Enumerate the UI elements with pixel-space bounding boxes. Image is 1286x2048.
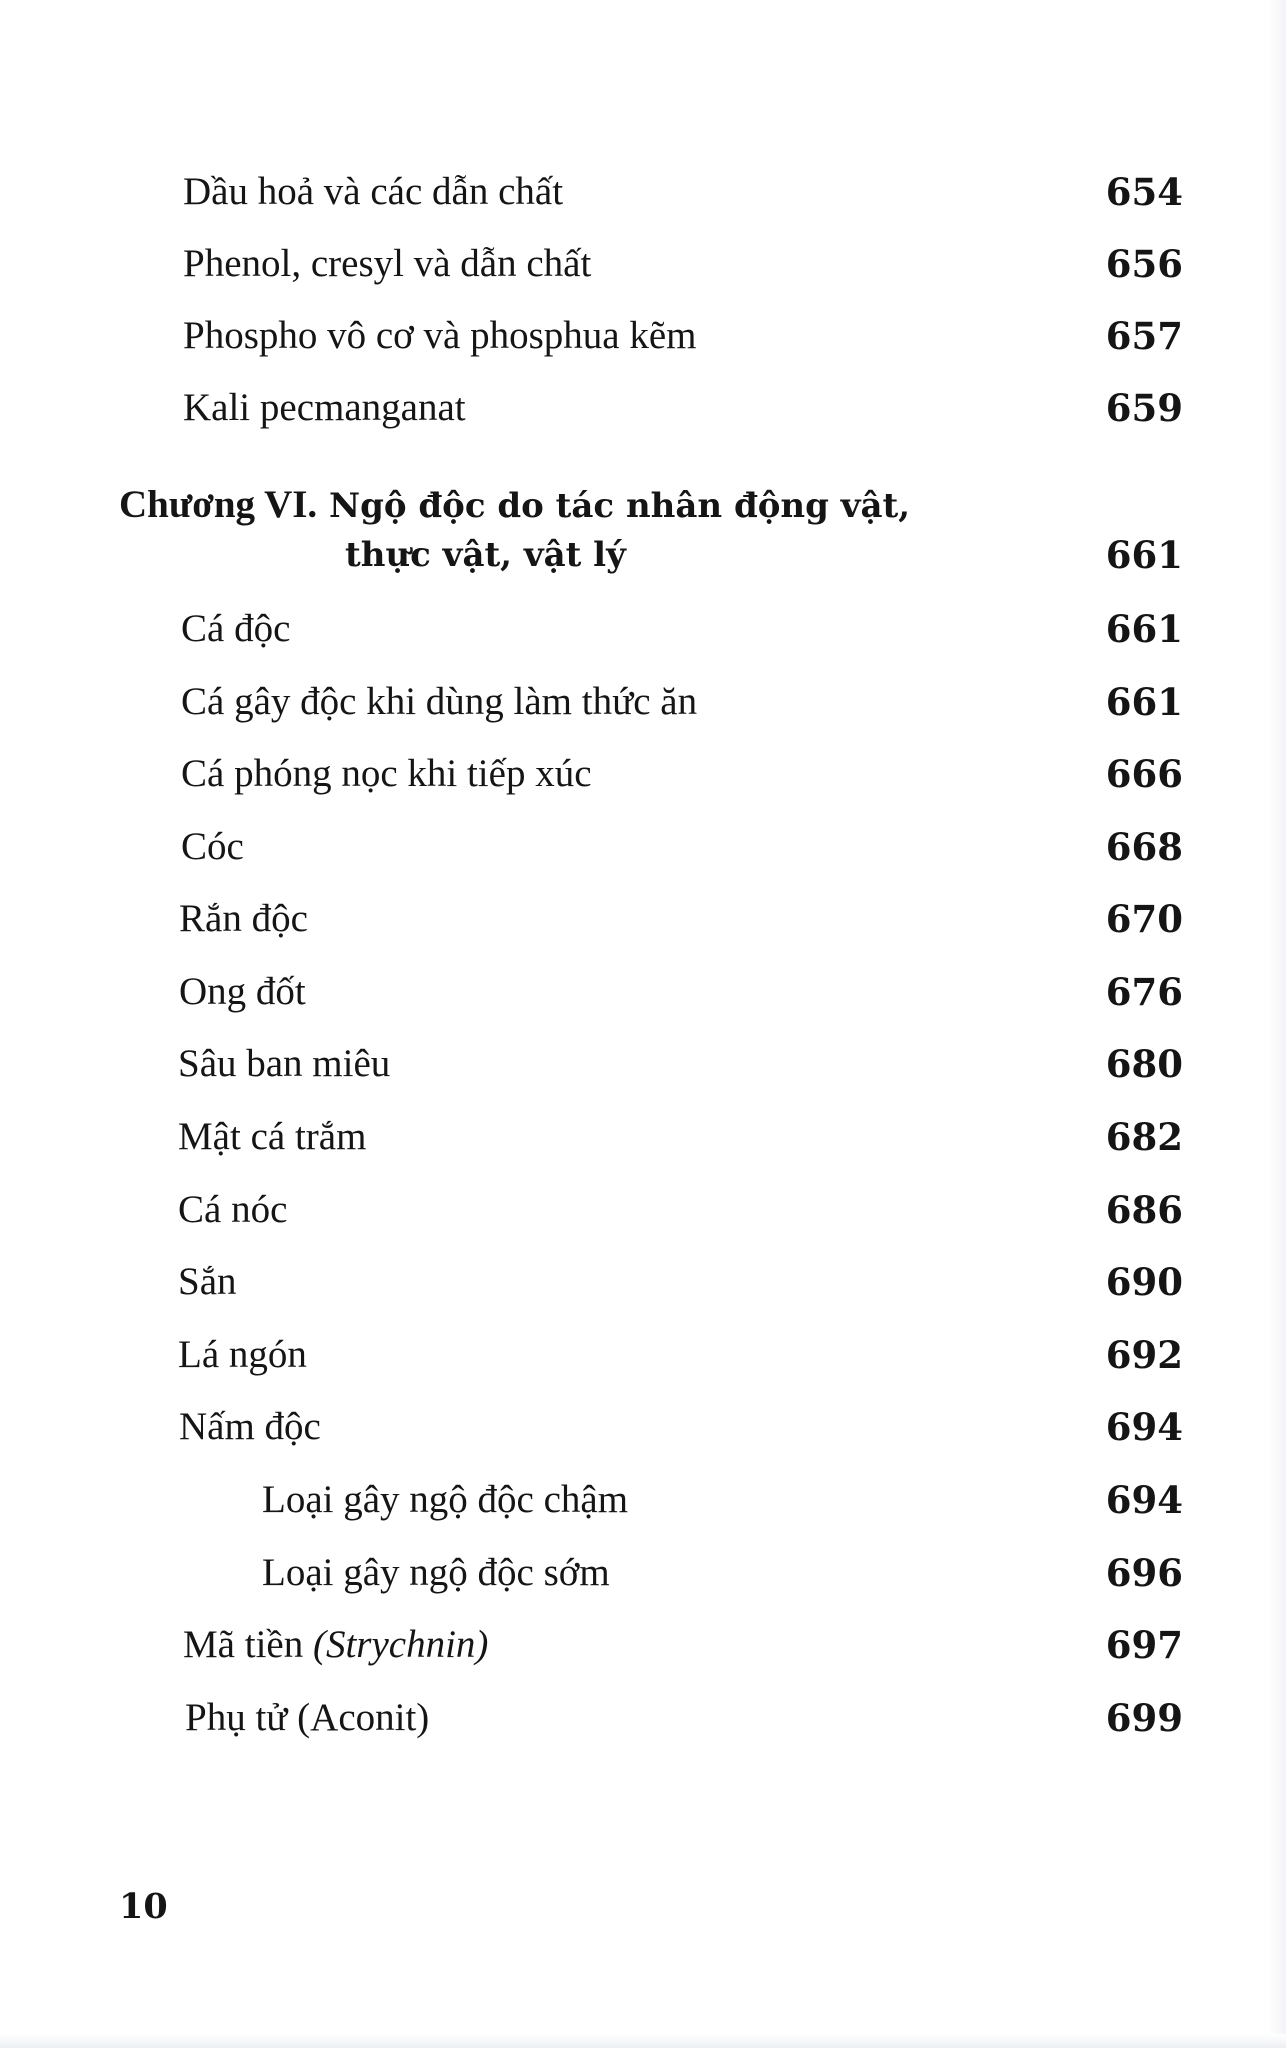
- toc-entry-title: [183, 1621, 488, 1669]
- toc-entry-page: 694: [1105, 1478, 1183, 1522]
- chapter-page: 661: [1105, 533, 1183, 577]
- toc-entry-page: 690: [1105, 1260, 1183, 1304]
- toc-entry-title: Phụ tử (Aconit): [185, 1696, 430, 1739]
- toc-entry-title: Cá nóc: [178, 1188, 288, 1231]
- toc-entry-page: 692: [1105, 1333, 1183, 1377]
- chapter-title-line2: thực vật, vật lý: [345, 535, 626, 575]
- toc-entry: [0, 312, 1286, 372]
- toc-entry-title: Cá độc: [181, 607, 291, 650]
- toc-entry-page: 661: [1105, 680, 1183, 724]
- toc-entry-title: Sắn: [178, 1260, 237, 1303]
- toc-entry-page: 696: [1105, 1551, 1183, 1595]
- toc-entry-title: Cóc: [181, 825, 244, 868]
- toc-entry: [0, 1258, 1286, 1318]
- toc-entry-page: 676: [1105, 970, 1183, 1014]
- toc-entry-page: 659: [1105, 386, 1183, 430]
- toc-subentry: [0, 1549, 1286, 1609]
- toc-entry-title: Mật cá trắm: [178, 1115, 367, 1158]
- toc-entry-title: Sâu ban miêu: [178, 1042, 391, 1085]
- toc-entry: [0, 384, 1286, 444]
- toc-entry: [0, 168, 1286, 228]
- toc-entry-title: Dầu hoả và các dẫn chất: [183, 170, 564, 213]
- toc-entry-title: Cá phóng nọc khi tiếp xúc: [181, 752, 592, 795]
- toc-entry: [0, 1113, 1286, 1173]
- toc-entry: [0, 1621, 1286, 1681]
- toc-entry-page: 670: [1105, 897, 1183, 941]
- toc-entry: [0, 895, 1286, 955]
- toc-entry: [0, 1331, 1286, 1391]
- toc-subentry-title: Loại gây ngộ độc sớm: [262, 1551, 610, 1594]
- page-bottom-shadow: [0, 2034, 1286, 2048]
- toc-entry-page: 699: [1105, 1696, 1183, 1740]
- chapter-label: Chương VI.: [119, 483, 318, 526]
- toc-entry: [0, 1694, 1286, 1754]
- toc-subentry-title: Loại gây ngộ độc chậm: [262, 1478, 629, 1521]
- toc-entry-title-italic: (Strychnin): [312, 1623, 489, 1666]
- toc-entry-page: 666: [1105, 752, 1183, 796]
- toc-entry: [0, 968, 1286, 1028]
- chapter-heading: [119, 481, 910, 530]
- toc-entry: [0, 750, 1286, 810]
- toc-entry-page: 697: [1105, 1623, 1183, 1667]
- toc-entry-page: 661: [1105, 607, 1183, 651]
- chapter-heading-line2: [0, 531, 1286, 591]
- page-number: 10: [119, 1886, 168, 1927]
- toc-entry-title: Nấm độc: [179, 1405, 321, 1448]
- toc-entry-title: Lá ngón: [178, 1333, 307, 1376]
- toc-entry: [0, 1040, 1286, 1100]
- toc-entry-page: 686: [1105, 1188, 1183, 1232]
- toc-entry-page: 694: [1105, 1405, 1183, 1449]
- toc-entry-title: Phenol, cresyl và dẫn chất: [183, 242, 592, 285]
- toc-entry-page: 654: [1105, 170, 1183, 214]
- toc-entry-title: Rắn độc: [179, 897, 308, 940]
- toc-subentry: [0, 1476, 1286, 1536]
- toc-entry: [0, 678, 1286, 738]
- toc-entry-page: 657: [1105, 314, 1183, 358]
- toc-entry-title-main: Mã tiền: [183, 1623, 313, 1666]
- toc-entry: [0, 823, 1286, 883]
- toc-entry-title: Phospho vô cơ và phosphua kẽm: [183, 314, 697, 357]
- toc-entry-page: 668: [1105, 825, 1183, 869]
- toc-entry-page: 682: [1105, 1115, 1183, 1159]
- toc-entry: [0, 1186, 1286, 1246]
- toc-entry-page: 656: [1105, 242, 1183, 286]
- toc-entry-title: Cá gây độc khi dùng làm thức ăn: [181, 680, 698, 723]
- toc-entry: [0, 1403, 1286, 1463]
- chapter-title-line1: Ngộ độc do tác nhân động vật,: [317, 486, 911, 526]
- toc-entry: [0, 605, 1286, 665]
- toc-entry-title: Kali pecmanganat: [183, 386, 466, 429]
- toc-entry: [0, 240, 1286, 300]
- toc-entry-title: Ong đốt: [179, 970, 306, 1013]
- toc-entry-page: 680: [1105, 1042, 1183, 1086]
